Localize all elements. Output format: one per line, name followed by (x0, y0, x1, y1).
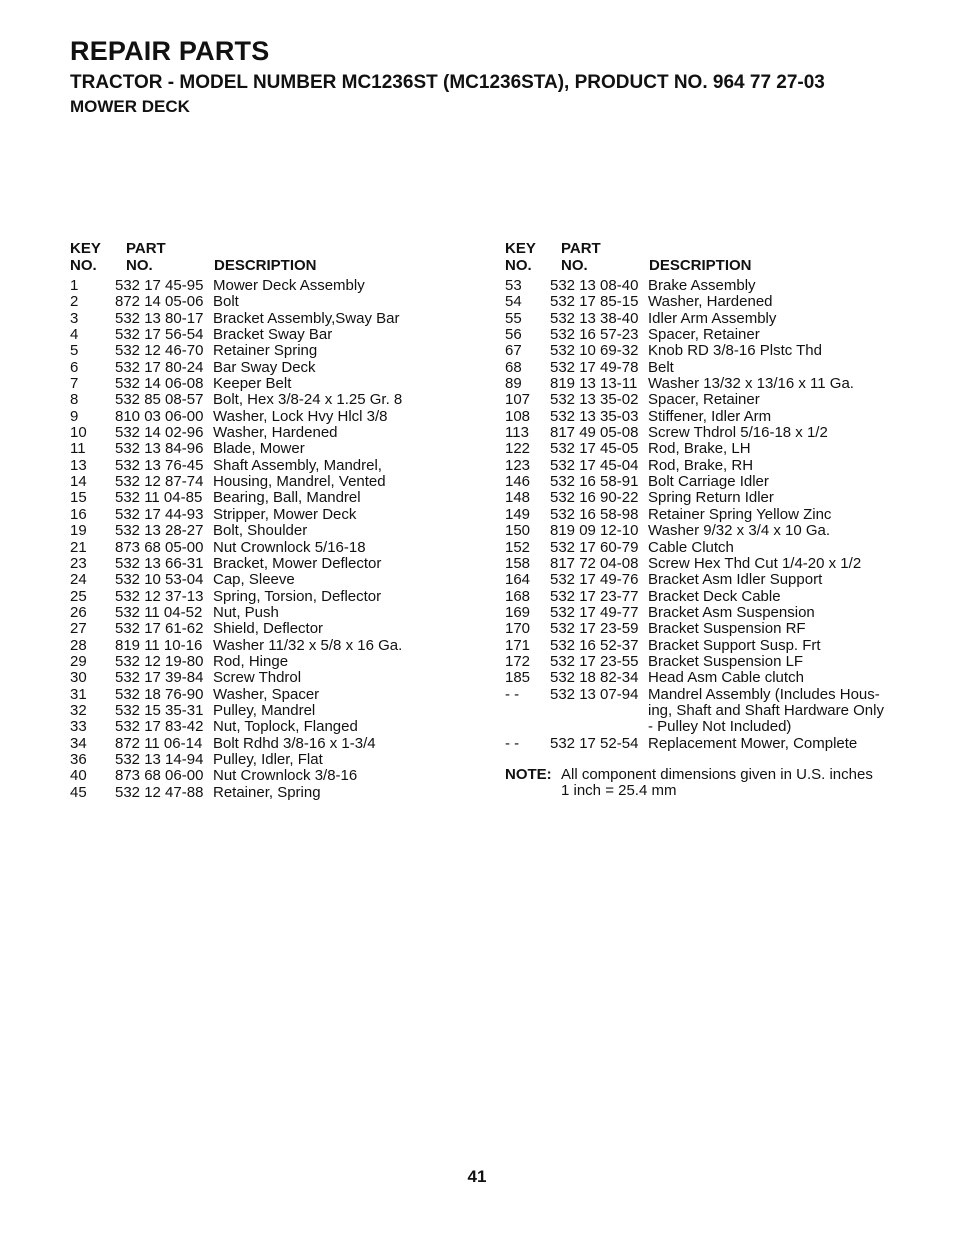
table-row (505, 507, 884, 523)
part-description: Head Asm Cable clutch (648, 669, 804, 687)
key-number: 123 (505, 456, 531, 474)
key-number: 30 (70, 669, 87, 687)
key-number: 67 (505, 342, 522, 360)
key-number: 7 (70, 375, 79, 393)
table-row (70, 441, 402, 457)
key-number: 164 (505, 571, 531, 589)
key-number: 32 (70, 701, 87, 719)
table-row (70, 768, 402, 784)
part-description: Stripper, Mower Deck (213, 505, 357, 523)
key-number: 4 (70, 326, 79, 344)
note-line-2: 1 inch = 25.4 mm (561, 782, 677, 800)
table-row (505, 719, 884, 735)
table-row (505, 556, 884, 572)
key-header-line1: KEY (505, 240, 536, 257)
key-number: 146 (505, 473, 531, 491)
part-number: 532 12 19-80 (115, 652, 204, 670)
key-number: 171 (505, 636, 531, 654)
part-description: ing, Shaft and Shaft Hardware Only (648, 701, 884, 719)
table-row (505, 654, 884, 670)
key-number: 31 (70, 685, 87, 703)
key-number: 56 (505, 326, 522, 344)
table-row (70, 638, 402, 654)
part-description: Rod, Brake, RH (648, 456, 754, 474)
part-description: Washer 13/32 x 13/16 x 11 Ga. (648, 375, 854, 393)
key-number: 24 (70, 571, 87, 589)
key-number: 11 (70, 440, 86, 458)
part-number: 532 17 56-54 (115, 326, 204, 344)
description-header: DESCRIPTION (649, 257, 752, 274)
table-row (505, 360, 884, 376)
part-description: Washer 11/32 x 5/8 x 16 Ga. (213, 636, 403, 654)
part-description: Bracket Suspension LF (648, 652, 804, 670)
part-description: Keeper Belt (213, 375, 292, 393)
note-line-1: All component dimensions given in U.S. inches (561, 765, 873, 783)
table-row (70, 540, 402, 556)
table-row (70, 670, 402, 686)
table-row (505, 441, 884, 457)
table-row (70, 474, 402, 490)
part-description: Bracket Sway Bar (213, 326, 333, 344)
table-row (505, 392, 884, 408)
part-description: Washer, Spacer (213, 685, 320, 703)
part-number: 532 17 85-15 (550, 293, 639, 311)
part-number: 532 12 47-88 (115, 783, 204, 801)
table-row (505, 343, 884, 359)
key-number (505, 719, 550, 735)
key-number: 33 (70, 718, 87, 736)
part-number: 817 72 04-08 (550, 554, 639, 572)
part-description: Pulley, Mandrel (213, 701, 316, 719)
part-description: Spring, Torsion, Deflector (213, 587, 382, 605)
table-row (70, 785, 402, 801)
key-number: 45 (70, 783, 87, 801)
part-description: Rod, Hinge (213, 652, 289, 670)
table-row (505, 736, 884, 752)
note-label: NOTE: (505, 765, 552, 783)
part-number: 532 17 44-93 (115, 505, 204, 523)
key-number: 122 (505, 440, 531, 458)
key-number: 169 (505, 603, 531, 621)
part-number: 532 14 06-08 (115, 375, 204, 393)
part-description: Shaft Assembly, Mandrel, (213, 456, 382, 474)
table-row (505, 278, 884, 294)
table-row (505, 294, 884, 310)
part-number: 532 18 82-34 (550, 669, 639, 687)
part-description: Pulley, Idler, Flat (213, 750, 323, 768)
part-description: Nut, Toplock, Flanged (213, 718, 358, 736)
part-description: Bracket Asm Suspension (648, 603, 815, 621)
part-description: Screw Thdrol 5/16-18 x 1/2 (648, 424, 828, 442)
table-row (505, 474, 884, 490)
key-number: 170 (505, 620, 531, 638)
table-row (70, 343, 402, 359)
part-description: Bracket Support Susp. Frt (648, 636, 821, 654)
part-number: 532 11 04-85 (115, 489, 203, 507)
key-number: 15 (70, 489, 87, 507)
key-number: 3 (70, 309, 79, 327)
part-description: Washer 9/32 x 3/4 x 10 Ga. (648, 522, 831, 540)
part-number: 532 13 80-17 (115, 309, 204, 327)
table-row (70, 572, 402, 588)
part-number: 532 16 58-91 (550, 473, 639, 491)
part-number: 872 11 06-14 (115, 734, 203, 752)
table-row (505, 523, 884, 539)
part-description: Washer, Lock Hvy Hlcl 3/8 (213, 407, 388, 425)
part-number: 532 13 38-40 (550, 309, 639, 327)
part-number: 532 17 45-04 (550, 456, 639, 474)
table-row (70, 719, 402, 735)
key-number: 23 (70, 554, 87, 572)
key-number: 25 (70, 587, 87, 605)
key-number: 13 (70, 456, 87, 474)
table-row (505, 458, 884, 474)
table-row (505, 703, 884, 719)
model-subtitle: TRACTOR - MODEL NUMBER MC1236ST (MC1236STA), PRODUCT NO. 964 77 27-03 (70, 72, 825, 93)
part-header-line1: PART (561, 240, 601, 257)
table-row (70, 556, 402, 572)
key-number: 27 (70, 620, 87, 638)
key-number: 29 (70, 652, 87, 670)
parts-table-right (505, 240, 884, 800)
part-number: 532 16 90-22 (550, 489, 639, 507)
table-row (70, 703, 402, 719)
part-number: 819 09 12-10 (550, 522, 639, 540)
key-number: - - (505, 685, 520, 703)
part-number: 532 13 84-96 (115, 440, 204, 458)
table-header (505, 240, 884, 276)
part-number: 532 11 04-52 (115, 603, 203, 621)
part-description: Bearing, Ball, Mandrel (213, 489, 361, 507)
part-number: 532 17 45-95 (115, 277, 204, 294)
part-description: Retainer Spring Yellow Zinc (648, 505, 832, 523)
table-row (505, 409, 884, 425)
table-row (70, 605, 402, 621)
part-description: Bracket Suspension RF (648, 620, 806, 638)
part-description: Bolt (213, 293, 239, 311)
part-number: 532 17 80-24 (115, 358, 204, 376)
part-number: 532 17 23-55 (550, 652, 639, 670)
part-description: Replacement Mower, Complete (648, 734, 858, 752)
part-description: Mandrel Assembly (Includes Hous- (648, 685, 880, 703)
part-description: Washer, Hardened (213, 424, 338, 442)
table-row (505, 540, 884, 556)
key-number: 2 (70, 293, 79, 311)
part-number: 532 17 39-84 (115, 669, 204, 687)
table-row (505, 638, 884, 654)
parts-list-right (505, 278, 884, 752)
part-description: Belt (648, 358, 674, 376)
table-row (70, 311, 402, 327)
part-header-line2: NO. (126, 257, 153, 274)
part-description: Mower Deck Assembly (213, 277, 365, 294)
description-header: DESCRIPTION (214, 257, 317, 274)
key-number: 54 (505, 293, 522, 311)
part-number: 532 12 37-13 (115, 587, 204, 605)
key-number: 14 (70, 473, 87, 491)
key-number: 19 (70, 522, 87, 540)
part-header-line2: NO. (561, 257, 588, 274)
part-description: Bolt, Hex 3/8-24 x 1.25 Gr. 8 (213, 391, 403, 409)
key-number: 5 (70, 342, 79, 360)
part-description: Bracket, Mower Deflector (213, 554, 382, 572)
part-number: 532 17 60-79 (550, 538, 639, 556)
part-description: Spacer, Retainer (648, 391, 760, 409)
key-number (505, 703, 550, 719)
part-description: Cable Clutch (648, 538, 734, 556)
part-number: 532 16 58-98 (550, 505, 639, 523)
part-number: 810 03 06-00 (115, 407, 204, 425)
table-row (505, 425, 884, 441)
part-description: Bracket Assembly,Sway Bar (213, 309, 400, 327)
key-number: - - (505, 734, 520, 752)
key-number: 89 (505, 375, 522, 393)
table-row (505, 687, 884, 703)
part-number: 873 68 05-00 (115, 538, 204, 556)
key-number: 108 (505, 407, 531, 425)
part-number: 819 11 10-16 (115, 636, 203, 654)
table-row (70, 294, 402, 310)
key-number: 26 (70, 603, 87, 621)
key-number: 1 (70, 277, 79, 294)
table-row (70, 392, 402, 408)
key-number: 149 (505, 505, 531, 523)
part-description: Retainer Spring (213, 342, 318, 360)
part-description: Bracket Asm Idler Support (648, 571, 823, 589)
key-number: 185 (505, 669, 531, 687)
table-row (505, 621, 884, 637)
key-number: 10 (70, 424, 87, 442)
key-number: 172 (505, 652, 531, 670)
table-row (70, 425, 402, 441)
table-row (70, 376, 402, 392)
table-row (505, 490, 884, 506)
part-number: 532 13 35-03 (550, 407, 639, 425)
part-number: 532 17 49-77 (550, 603, 639, 621)
key-number: 152 (505, 538, 531, 556)
part-number: 532 13 07-94 (550, 685, 639, 703)
table-row (70, 409, 402, 425)
part-description: Shield, Deflector (213, 620, 324, 638)
key-header-line2: NO. (70, 257, 97, 274)
part-description: Nut Crownlock 3/8-16 (213, 767, 358, 785)
part-description: Nut, Push (213, 603, 279, 621)
part-number: 532 17 49-76 (550, 571, 639, 589)
part-number: 532 16 57-23 (550, 326, 639, 344)
part-number: 532 13 08-40 (550, 277, 639, 294)
part-number: 532 13 76-45 (115, 456, 204, 474)
part-number: 872 14 05-06 (115, 293, 204, 311)
part-description: Rod, Brake, LH (648, 440, 751, 458)
part-description: Nut Crownlock 5/16-18 (213, 538, 366, 556)
key-number: 21 (70, 538, 87, 556)
part-number: 532 17 83-42 (115, 718, 204, 736)
part-number: 532 14 02-96 (115, 424, 204, 442)
key-number: 36 (70, 750, 87, 768)
table-row (505, 327, 884, 343)
part-number: 532 13 28-27 (115, 522, 204, 540)
part-description: Spacer, Retainer (648, 326, 760, 344)
key-number: 9 (70, 407, 79, 425)
table-row (505, 572, 884, 588)
part-number: 532 15 35-31 (115, 701, 204, 719)
part-number: 532 17 23-59 (550, 620, 639, 638)
key-number: 8 (70, 391, 79, 409)
key-number: 107 (505, 391, 531, 409)
part-number: 532 17 61-62 (115, 620, 204, 638)
part-description: Bolt, Shoulder (213, 522, 308, 540)
part-description: Bolt Carriage Idler (648, 473, 769, 491)
part-number: 817 49 05-08 (550, 424, 639, 442)
part-number: 532 10 69-32 (550, 342, 639, 360)
part-number (550, 719, 648, 735)
part-number: 532 17 23-77 (550, 587, 639, 605)
part-number: 532 10 53-04 (115, 571, 204, 589)
key-number: 6 (70, 358, 79, 376)
part-description: Bolt Rdhd 3/8-16 x 1-3/4 (213, 734, 376, 752)
table-row (505, 311, 884, 327)
page-number: 41 (467, 1167, 487, 1186)
key-number: 113 (505, 424, 529, 442)
table-row (70, 360, 402, 376)
part-header-line1: PART (126, 240, 166, 257)
part-description: Retainer, Spring (213, 783, 321, 801)
part-description: Stiffener, Idler Arm (648, 407, 772, 425)
part-number: 873 68 06-00 (115, 767, 204, 785)
key-header-line2: NO. (505, 257, 532, 274)
part-description: Housing, Mandrel, Vented (213, 473, 386, 491)
part-number: 532 13 66-31 (115, 554, 204, 572)
section-title: MOWER DECK (70, 97, 190, 116)
table-row (505, 376, 884, 392)
key-number: 53 (505, 277, 522, 294)
part-description: Brake Assembly (648, 277, 756, 294)
key-number: 55 (505, 309, 522, 327)
table-row (70, 327, 402, 343)
table-row (70, 507, 402, 523)
table-row (70, 589, 402, 605)
part-number: 532 12 46-70 (115, 342, 204, 360)
key-number: 168 (505, 587, 531, 605)
key-number: 28 (70, 636, 87, 654)
key-header-line1: KEY (70, 240, 101, 257)
table-row (70, 687, 402, 703)
part-description: Cap, Sleeve (213, 571, 295, 589)
part-description: Blade, Mower (213, 440, 305, 458)
part-description: Knob RD 3/8-16 Plstc Thd (648, 342, 822, 360)
part-description: Washer, Hardened (648, 293, 773, 311)
table-row (70, 523, 402, 539)
table-row (70, 278, 402, 294)
key-number: 158 (505, 554, 531, 572)
key-number: 150 (505, 522, 531, 540)
part-description: Screw Thdrol (213, 669, 302, 687)
key-number: 148 (505, 489, 531, 507)
table-row (505, 605, 884, 621)
part-description: Bar Sway Deck (213, 358, 316, 376)
page-title: REPAIR PARTS (70, 36, 270, 66)
key-number: 68 (505, 358, 522, 376)
table-row (70, 490, 402, 506)
key-number: 40 (70, 767, 87, 785)
part-description: Idler Arm Assembly (648, 309, 777, 327)
part-description: Bracket Deck Cable (648, 587, 781, 605)
table-row (70, 621, 402, 637)
part-number (550, 703, 648, 719)
table-row (70, 736, 402, 752)
parts-table-left (70, 240, 402, 801)
table-row (505, 670, 884, 686)
key-number: 34 (70, 734, 87, 752)
table-row (70, 654, 402, 670)
key-number: 16 (70, 505, 87, 523)
parts-list-left (70, 278, 402, 801)
part-number: 532 18 76-90 (115, 685, 204, 703)
part-number: 532 17 49-78 (550, 358, 639, 376)
table-row (505, 589, 884, 605)
dimensions-note (505, 767, 884, 800)
part-number: 532 12 87-74 (115, 473, 204, 491)
table-row (70, 458, 402, 474)
part-number: 532 16 52-37 (550, 636, 639, 654)
part-number: 532 13 35-02 (550, 391, 639, 409)
part-description: - Pulley Not Included) (648, 718, 792, 736)
part-number: 532 17 45-05 (550, 440, 639, 458)
part-number: 819 13 13-11 (550, 375, 638, 393)
part-number: 532 13 14-94 (115, 750, 204, 768)
part-number: 532 85 08-57 (115, 391, 204, 409)
part-description: Spring Return Idler (648, 489, 774, 507)
table-header (70, 240, 402, 276)
table-row (70, 752, 402, 768)
part-number: 532 17 52-54 (550, 734, 639, 752)
part-description: Screw Hex Thd Cut 1/4-20 x 1/2 (648, 554, 862, 572)
